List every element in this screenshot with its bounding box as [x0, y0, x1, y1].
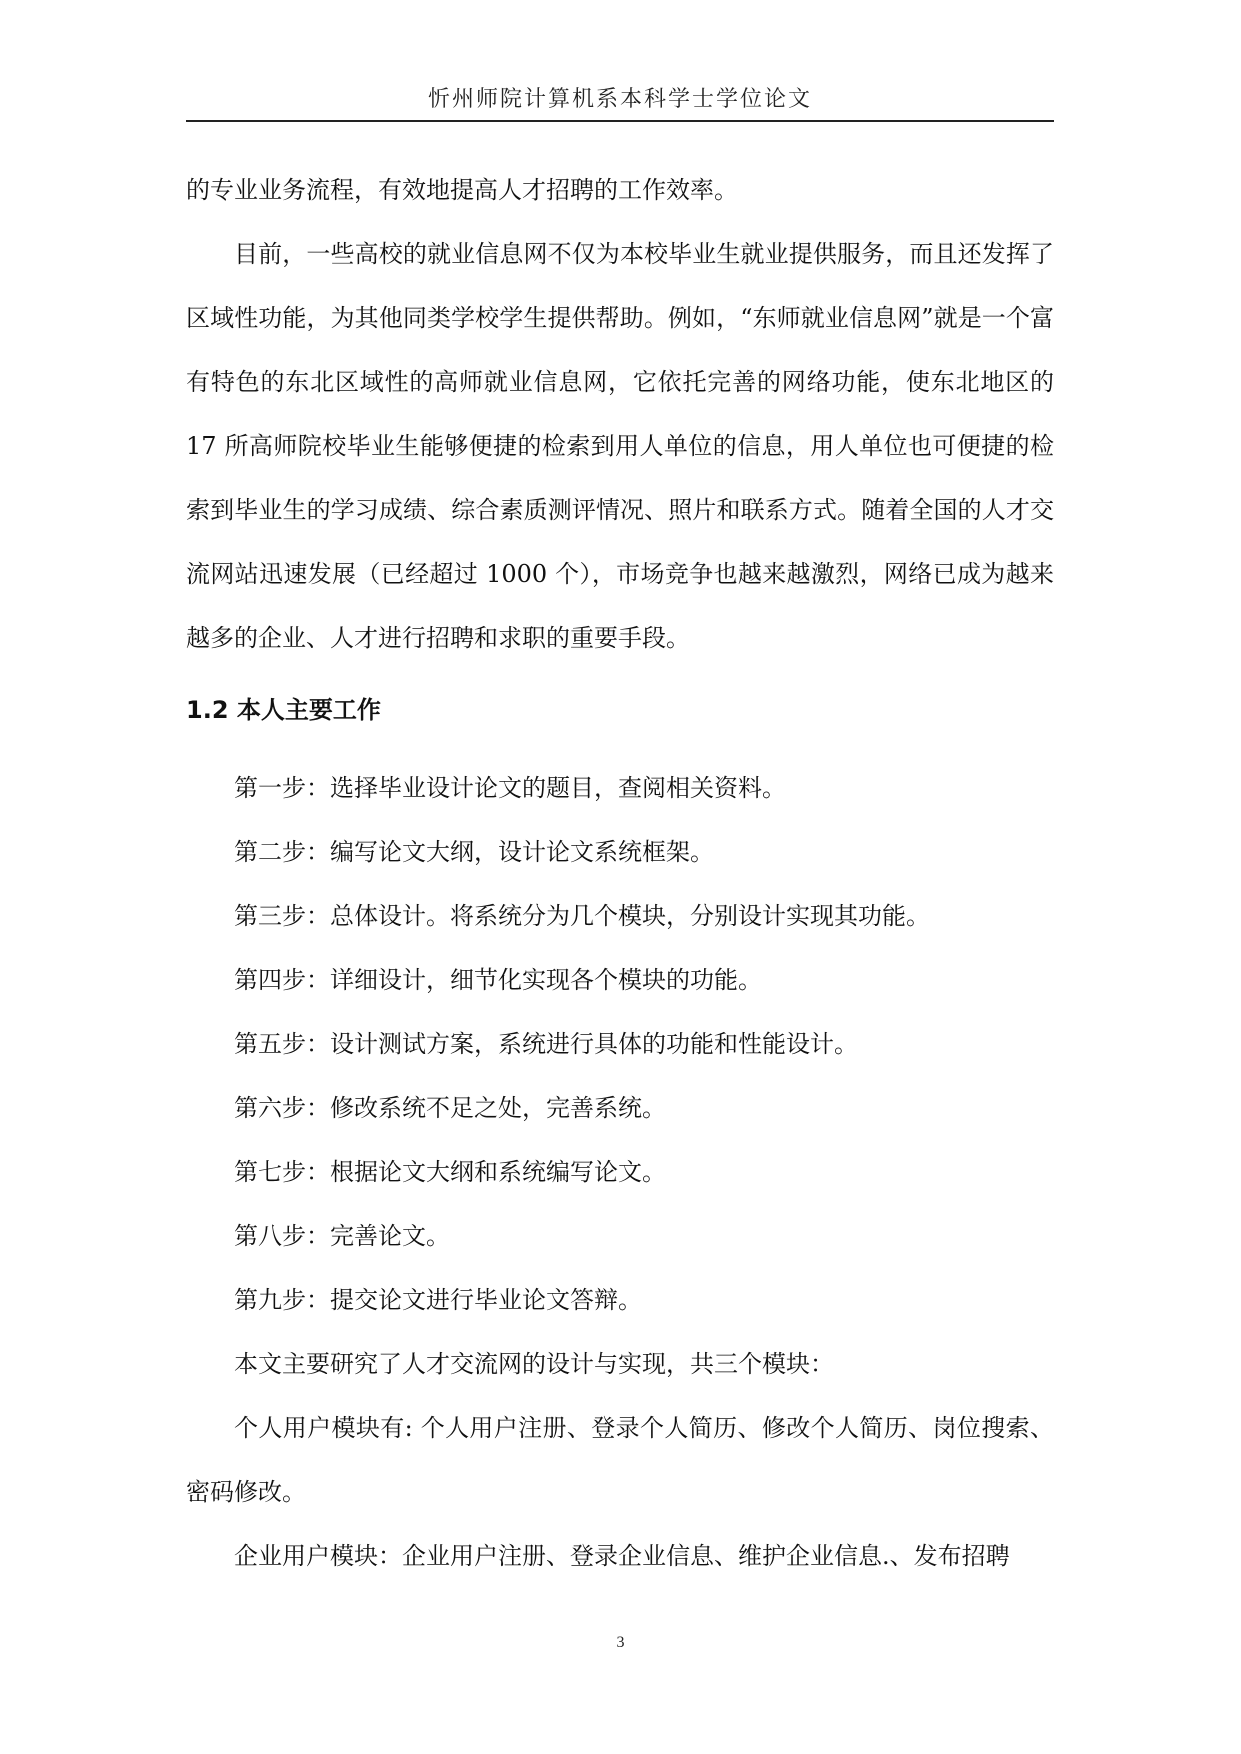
- page-number: 3: [616, 1634, 625, 1651]
- step-item-3: 第三步：总体设计。将系统分为几个模块，分别设计实现其功能。: [234, 902, 930, 930]
- step-item-1: 第一步：选择毕业设计论文的题目，查阅相关资料。: [234, 774, 786, 802]
- step-item-9: 第九步：提交论文进行毕业论文答辩。: [234, 1286, 642, 1314]
- paragraph-personal-module: 个人用户模块有: 个人用户注册、登录个人简历、修改个人简历、岗位搜索、密码修改。: [186, 1414, 1054, 1506]
- paragraph-modules-intro: 本文主要研究了人才交流网的设计与实现，共三个模块：: [234, 1350, 834, 1378]
- steps-list: [186, 756, 1054, 1332]
- step-item-5: 第五步：设计测试方案，系统进行具体的功能和性能设计。: [234, 1030, 858, 1058]
- paragraph-enterprise-module: 企业用户模块：企业用户注册、登录企业信息、维护企业信息.、发布招聘: [234, 1542, 1010, 1570]
- step-item-4: 第四步：详细设计，细节化实现各个模块的功能。: [234, 966, 762, 994]
- step-item-6: 第六步：修改系统不足之处，完善系统。: [234, 1094, 666, 1122]
- section-heading: 1.2 本人主要工作: [186, 696, 381, 724]
- step-item-2: 第二步：编写论文大纲，设计论文系统框架。: [234, 838, 714, 866]
- document-body: [186, 158, 1054, 1588]
- header-title: 忻州师院计算机系本科学士学位论文: [427, 87, 812, 112]
- step-item-8: 第八步：完善论文。: [234, 1222, 450, 1250]
- paragraph-continued: 的专业业务流程，有效地提高人才招聘的工作效率。: [186, 176, 738, 204]
- page-header: [186, 80, 1054, 122]
- step-item-7: 第七步：根据论文大纲和系统编写论文。: [234, 1158, 666, 1186]
- paragraph-current-situation: 目前，一些高校的就业信息网不仅为本校毕业生就业提供服务，而且还发挥了区域性功能，为其他同类学校学生提供帮助。例如，“东师就业信息网”就是一个富有特色的东北区域性的高师就业信息网，它依托完善的网络功能，使东北地区的 17 所高师院校毕业生能够便捷的检索到用人单位的信息，用人单位也可便捷的检索到毕业生的学习成绩、综合素质测评情况、照片和联系方式。随着全国的人才交流网站迅速发展（已经超过 1000 个），市场竞争也越来越激烈，网络已成为越来越多的企业、人才进行招聘和求职的重要手段。: [186, 240, 1054, 652]
